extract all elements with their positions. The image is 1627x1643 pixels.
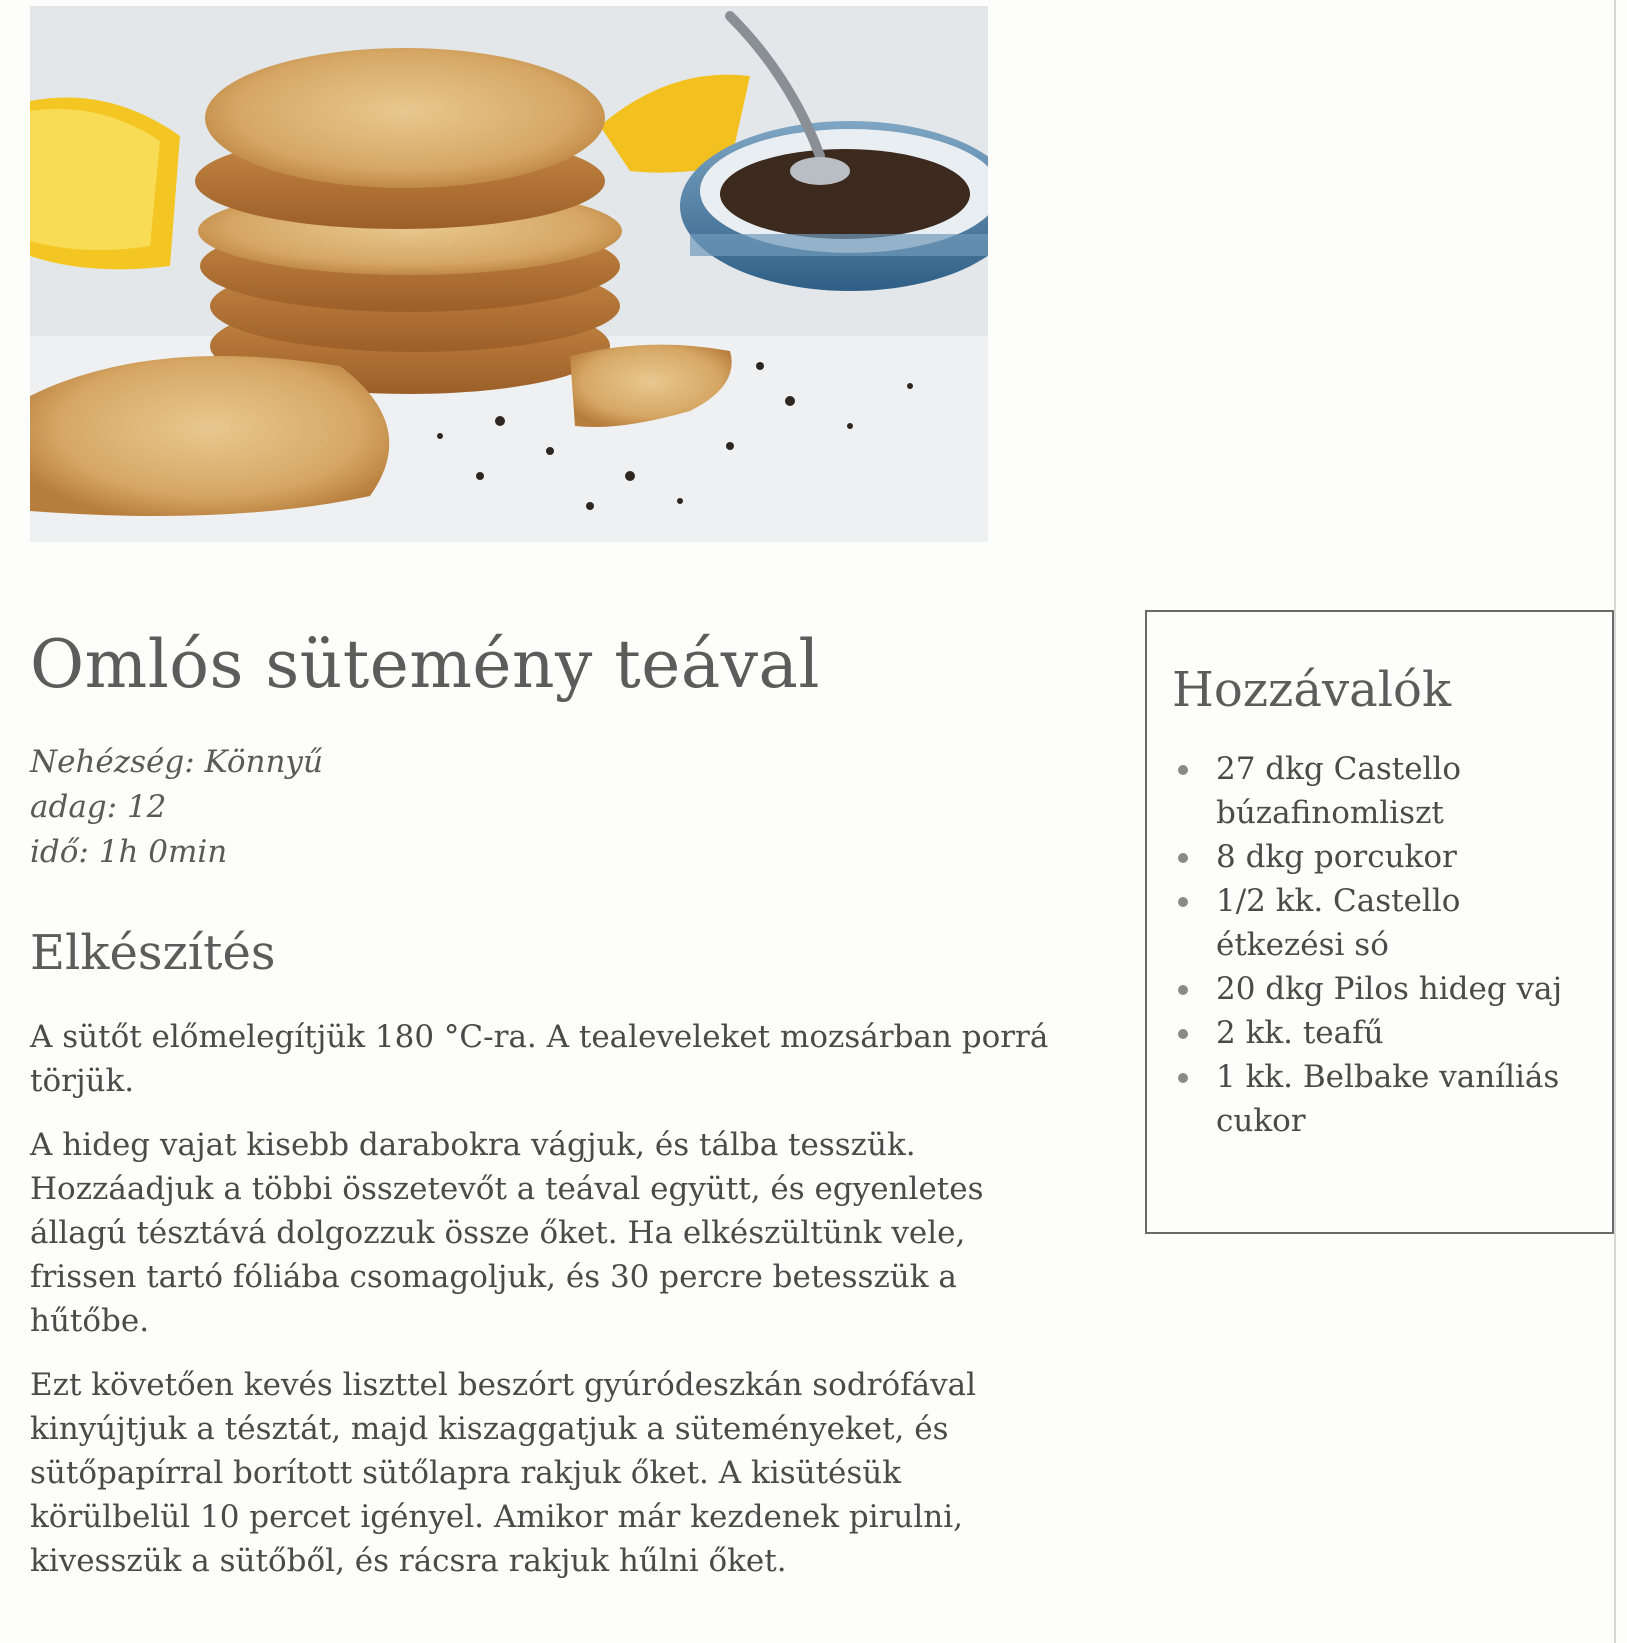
ingredient-item [1172, 967, 1582, 1011]
ingredient-text: 8 dkg porcukor [1216, 839, 1457, 875]
preparation-step: Ezt követően kevés liszttel beszórt gyúródeszkán sodrófával kinyújtjuk a tésztát, majd kiszaggatjuk a süteményeket, és sütőpapírral borított sütőlapra rakjuk őket. A kisütésük körülbelül 10 percet igényel. Amikor már kezdenek pirulni, kivesszük a sütőből, és rácsra rakjuk hűlni őket. [30, 1367, 977, 1579]
recipe-title: Omlós sütemény teával [30, 626, 820, 703]
preparation-heading: Elkészítés [30, 925, 276, 981]
ingredient-item [1172, 835, 1582, 879]
ingredients-heading: Hozzávalók [1172, 662, 1452, 718]
time-label: idő: 1h 0min [30, 834, 228, 870]
bullet-icon [1178, 897, 1188, 907]
bullet-icon [1178, 1029, 1188, 1039]
cookies-with-tea-image [30, 6, 988, 542]
preparation-step: A sütőt előmelegítjük 180 °C-ra. A tealeveleket mozsárban porrá törjük. [30, 1019, 1049, 1099]
page-edge-divider [1614, 0, 1616, 1643]
bullet-icon [1178, 1073, 1188, 1083]
difficulty-label: Nehézség: Könnyű [30, 744, 323, 780]
bullet-icon [1178, 985, 1188, 995]
preparation-step: A hideg vajat kisebb darabokra vágjuk, és tálba tesszük. Hozzáadjuk a többi összetevőt a teával együtt, és egyenletes állagú tésztává dolgozzuk össze őket. Ha elkészültünk vele, frissen tartó fóliába csomagoljuk, és 30 percre betesszük a hűtőbe. [30, 1127, 984, 1339]
bullet-icon [1178, 765, 1188, 775]
preparation-steps [30, 1015, 1070, 1603]
recipe-photo [30, 6, 988, 542]
ingredient-text: 1 kk. Belbake vaníliás cukor [1216, 1059, 1560, 1139]
ingredient-item [1172, 879, 1582, 967]
ingredients-list [1172, 747, 1582, 1143]
ingredient-item [1172, 1055, 1582, 1143]
ingredient-text: 1/2 kk. Castello étkezési só [1216, 883, 1461, 963]
ingredient-text: 27 dkg Castello búzafinomliszt [1216, 751, 1462, 831]
ingredients-box [1145, 610, 1614, 1234]
bullet-icon [1178, 853, 1188, 863]
ingredient-item [1172, 1011, 1582, 1055]
recipe-meta [30, 740, 323, 875]
ingredient-item [1172, 747, 1582, 835]
ingredient-text: 20 dkg Pilos hideg vaj [1216, 971, 1563, 1007]
servings-label: adag: 12 [30, 789, 167, 825]
ingredient-text: 2 kk. teafű [1216, 1015, 1384, 1051]
